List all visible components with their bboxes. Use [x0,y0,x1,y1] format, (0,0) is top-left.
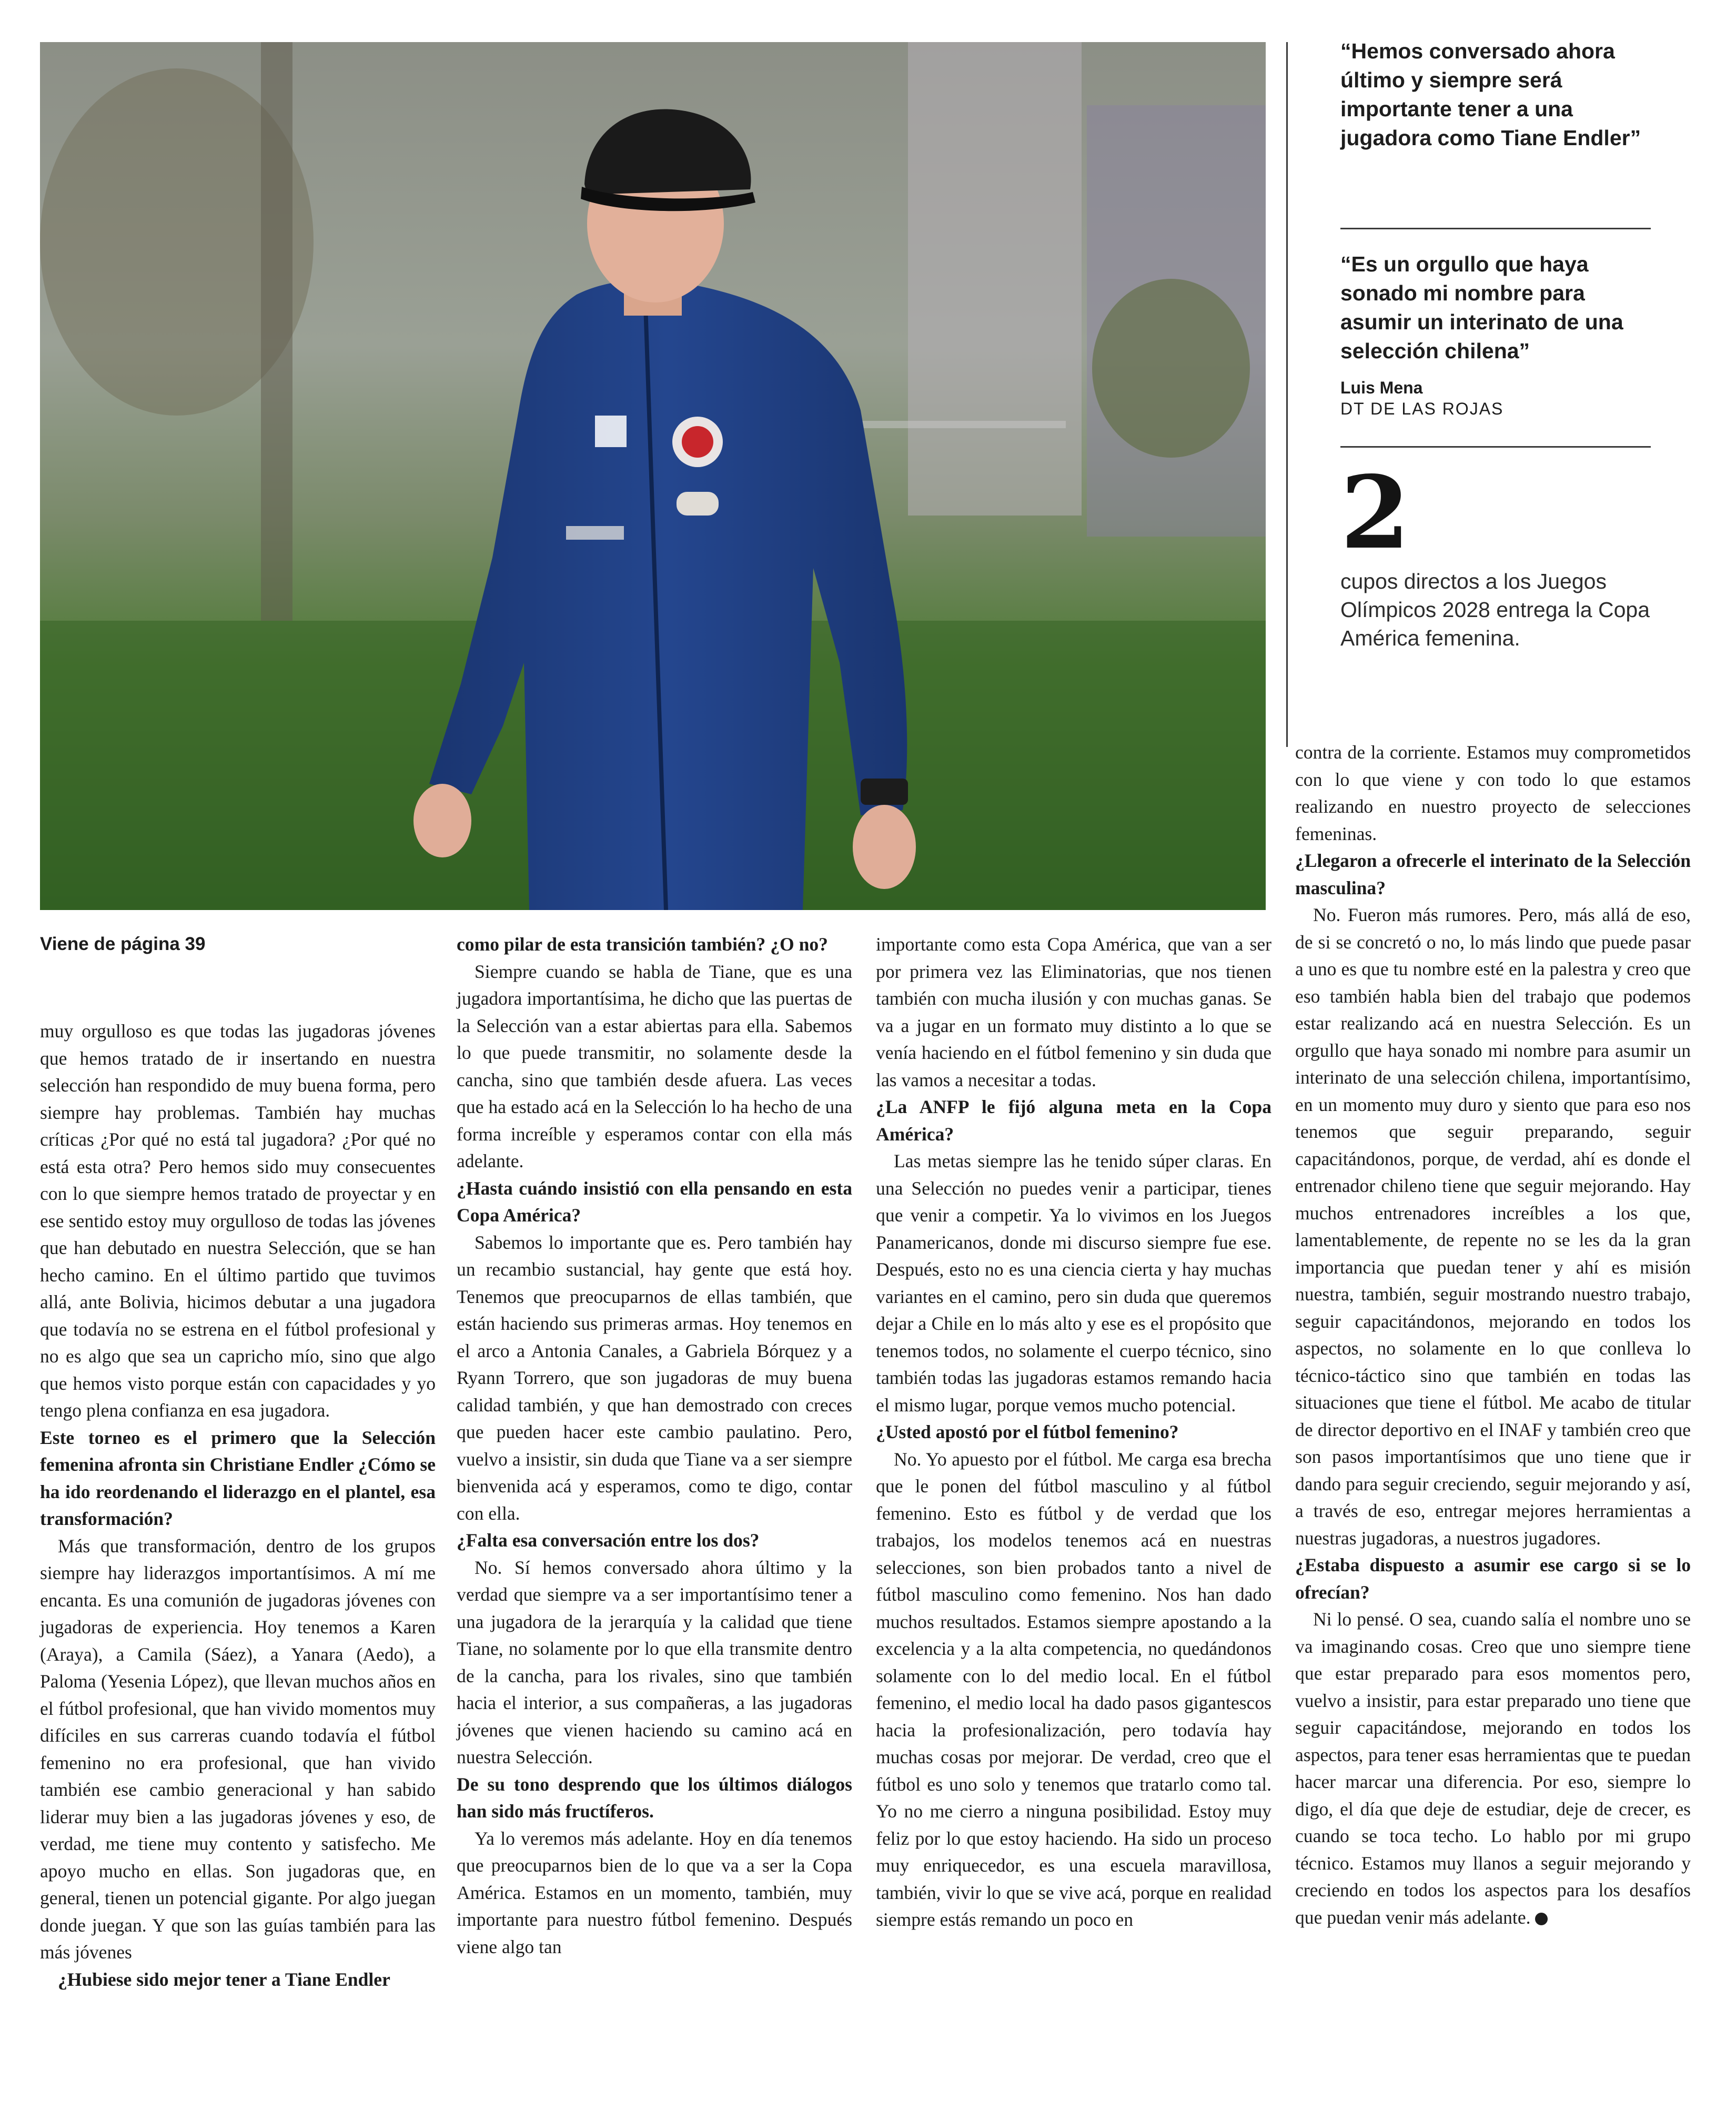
paragraph [1295,1606,1691,1931]
watch [861,779,908,805]
article-column-1 [40,1018,436,1993]
interview-question: como pilar de esta transición también? ¿O no? [457,934,828,955]
interview-question: ¿Hubiese sido mejor tener a Tiane Endler [58,1968,390,1990]
interview-question: ¿Estaba dispuesto a asumir ese cargo si se lo ofrecían? [1295,1554,1691,1603]
pull-quote-1-text: “Hemos conversado ahora último y siempre será importante tener a una jugadora como Tiane Endler” [1340,39,1641,150]
interview-question: ¿Falta esa conversación entre los dos? [457,1530,760,1551]
interview-question: ¿La ANFP le fijó alguna meta en la Copa América? [876,1096,1271,1145]
paragraph: Más que transformación, dentro de los grupos siempre hay liderazgos importantísimos. A mí me encanta. Es una comunión de jugadoras jóvenes con jugadoras de experiencia. Hoy tenemos a Karen (Araya), a Camila (Sáez), a Yanara (Aedo), a Paloma (Yesenia López), que llevan muchos años en el fútbol profesional, que han vivido momentos muy difíciles en sus carreras cuando todavía el fútbol femenino no era profesional, que han vivido también ese cambio generacional y han sabido liderar muy bien a las jugadoras jóvenes y eso, de verdad, me tiene muy contento y satisfecho. Me apoyo mucho en ellas. Son jugadoras que, en general, tienen un potencial gigante. Por algo juegan donde juegan. Y que son las guías también para las más jóvenes [40,1535,436,1963]
coach-photo [40,42,1266,910]
pull-quote-2-text: “Es un orgullo que haya sonado mi nombre para asumir un interinato de una selección chilena” [1340,252,1623,363]
sidebar-divider-1 [1340,228,1651,229]
coach-illustration [40,42,1266,910]
paragraph: muy orgulloso es que todas las jugadoras jóvenes que hemos tratado de ir insertando en nuestra selección han respondido de muy buena forma, pero siempre hay problemas. También hay muchas críticas ¿Por qué no está tal jugadora? ¿Por qué no está esta otra? Pero hemos sido muy consecuentes con lo que siempre hemos tratado de proyectar y en ese sentido estoy muy orgulloso de todas las jóvenes que han debutado en nuestra Selección, que se han hecho camino. En el último partido que tuvimos allá, ante Bolivia, hicimos debutar a una jugadora que todavía no se estrena en el fútbol profesional y no es algo que sea un capricho mío, sino que algo que hemos visto porque están con capacidades y yo tengo plena confianza en esa jugadora. [40,1020,436,1421]
stat-box [1340,454,1651,652]
right-hand [853,805,916,889]
speaker-role: DT DE LAS ROJAS [1340,399,1504,418]
pull-quote-1 [1340,37,1651,153]
kicker: Viene de página 39 [40,934,206,954]
pull-quote-2 [1340,250,1651,419]
interview-question: De su tono desprendo que los últimos diálogos han sido más fructíferos. [457,1773,852,1822]
end-mark-icon: D [1535,1913,1548,1925]
paragraph: importante como esta Copa América, que van a ser por primera vez las Eliminatorias, que nos tienen también con mucha ilusión y con muchas ganas. Se va a jugar en un formato muy distinto a lo que se venía haciendo en el fútbol femenino y sin duda que las vamos a necesitar a todas. [876,934,1271,1090]
interview-question: ¿Usted apostó por el fútbol femenino? [876,1421,1179,1442]
paragraph: Sabemos lo importante que es. Pero también hay un recambio sustancial, hay gente que está hoy. Tenemos que preocuparnos de ellas también, que están haciendo sus primeras armas. Hoy tenemos en el arco a Antonia Canales, a Gabriela Bórquez y a Ryann Torrero, que son jugadoras de muy buena calidad también, y que han demostrado con creces que pueden hacer este cambio paulatino. Pero, vuelvo a insistir, sin duda que Tiane va a ser siempre bienvenida acá y esperamos, como te digo, contar con ella. [457,1231,852,1524]
interview-question: ¿Llegaron a ofrecerle el interinato de la Selección masculina? [1295,850,1691,898]
article-column-4 [1295,739,1691,1931]
article-column-3 [876,931,1271,1934]
paragraph: No. Sí hemos conversado ahora último y la verdad que siempre va a ser importantísimo tener a una jugadora de la jerarquía y la calidad que tiene Tiane, no solamente por lo que ella transmite dentro de la cancha, para los rivales, sino que también hacia el interior, a sus compañeras, a las jugadoras jóvenes que vienen haciendo su camino acá en nuestra Selección. [457,1557,852,1767]
paragraph: No. Yo apuesto por el fútbol. Me carga esa brecha que le ponen del fútbol masculino y al fútbol femenino. Esto es fútbol y de verdad que los trabajos, los modelos tenemos acá en nuestras selecciones, son bien probados tanto a nivel de fútbol masculino como femenino. Nos han dado muchos resultados. Estamos siempre apostando a la excelencia y a la alta competencia, no quedándonos solamente con lo del medio local. En el fútbol femenino, el medio local ha dado pasos gigantescos hacia la profesionalización, pero todavía hay muchas cosas por mejorar. De verdad, creo que el fútbol es uno solo y tenemos que tratarlo como tal. Yo no me cierro a ninguna posibilidad. Estoy muy feliz por lo que estoy haciendo. Ha sido un proceso muy enriquecedor, es una escuela maravillosa, también, vivir lo que se vive acá, porque en realidad siempre estás remando un poco en [876,1448,1271,1930]
interview-question: ¿Hasta cuándo insistió con ella pensando en esta Copa América? [457,1177,852,1226]
stat-number: 2 [1340,454,1410,571]
sidebar-divider-2 [1340,446,1651,448]
stat-text: cupos directos a los Juegos Olímpicos 2028 entrega la Copa América femenina. [1340,569,1650,650]
interview-question: Este torneo es el primero que la Selección femenina afronta sin Christiane Endler ¿Cómo se ha ido reordenando el liderazgo en el plantel, esa transformación? [40,1427,436,1529]
paragraph-text: Ni lo pensé. O sea, cuando salía el nombre uno se va imaginando cosas. Creo que uno siempre tiene que estar preparado para esos momentos pero, vuelvo a insistir, para estar preparado uno tiene que seguir capacitándose, mejorando en todos los aspectos, para tener esas herramientas que te puedan hacer marcar una diferencia. Por eso, siempre lo digo, el día que deje de estudiar, deje de crecer, es cuando se toca techo. Lo hablo por mi grupo técnico. Estamos muy llanos a seguir mejorando y creciendo en todos los aspectos para los desafíos que puedan venir más adelante. [1295,1609,1691,1928]
left-hand [413,784,471,857]
column-divider [1286,42,1288,747]
paragraph: No. Fueron más rumores. Pero, más allá de eso, de si se concretó o no, lo más lindo que puede pasar a uno es que tu nombre esté en la palestra y creo que eso también habla bien del trabajo que podemos estar realizando acá en nuestra Selección. Es un orgullo que haya sonado mi nombre para asumir un interinato de una selección chilena, importantísimo, en un momento muy duro y siento que para eso nos tenemos que seguir preparando, seguir capacitándonos, porque, de verdad, ahí es donde el entrenador chileno tiene que seguir mejorando. Hay muchos entrenadores increíbles a los que, lamentablemente, de repente no se les da la gran importancia que puedan tener y ahí es misión nuestra, también, seguir mostrando nuestro trabajo, seguir capacitándonos, mejorando en todos los aspectos, no solamente en lo que conlleva lo técnico-táctico sino que también en todas las situaciones que tiene el fútbol. Me acabo de titular de director deportivo en el INAF y también creo que son pasos importantísimos que uno tiene que ir dando para seguir creciendo, seguir mejorando y así, a través de eso, entregar mejores herramientas a nuestras jugadoras, a nuestros jugadores. [1295,904,1691,1549]
article-column-2 [457,931,852,1961]
paragraph: Ya lo veremos más adelante. Hoy en día tenemos que preocuparnos bien de lo que va a ser la Copa América. Estamos en un momento, también, muy importante para nuestro fútbol femenino. Después viene algo tan [457,1827,852,1957]
paragraph: Siempre cuando se habla de Tiane, que es una jugadora importantísima, he dicho que las puertas de la Selección van a estar abiertas para ella. Sabemos lo que puede transmitir, no solamente desde la cancha, sino que también desde afuera. Las veces que ha estado acá en la Selección lo ha hecho de una forma increíble y esperamos contar con ella más adelante. [457,961,852,1171]
paragraph: Las metas siempre las he tenido súper claras. En una Selección no puedes venir a participar, tienes que venir a competir. Ya lo vivimos en los Juegos Panamericanos, donde mi discurso siempre fue ese. Después, esto no es una ciencia cierta y hay muchas variantes en el camino, pero sin duda que queremos dejar a Chile en lo más alto y ese es el propósito que tenemos todos, no solamente el cuerpo técnico, sino también todas las jugadoras estamos remando hacia el mismo lugar, porque vemos mucho potencial. [876,1150,1271,1416]
paragraph: contra de la corriente. Estamos muy comprometidos con lo que viene y con todo lo que estamos realizando en nuestro proyecto de selecciones femeninas. [1295,742,1691,844]
speaker-name: Luis Mena [1340,378,1423,397]
